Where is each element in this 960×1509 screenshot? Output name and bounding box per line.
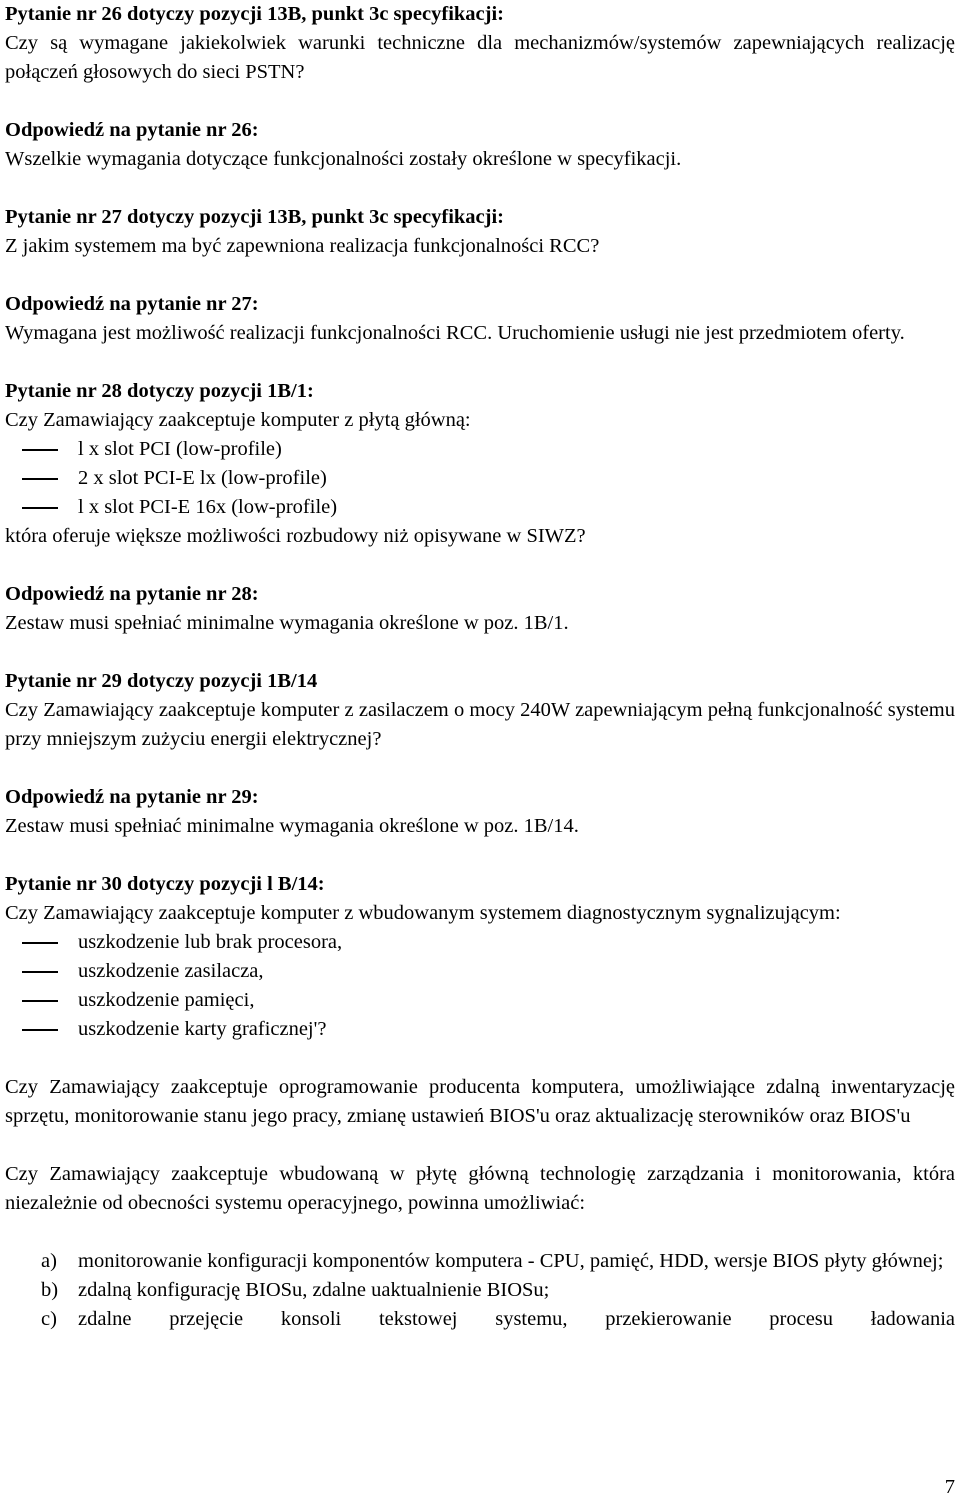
question-30-paragraph-2: Czy Zamawiający zaakceptuje oprogramowanie producenta komputera, umożliwiające zdalną inwentaryzację sprzętu, monitorowanie stanu jego pracy, zmianę ustawień BIOS'u oraz aktualizację sterowników oraz BIOS'u	[5, 1076, 955, 1127]
question-28-intro: Czy Zamawiający zaakceptuje komputer z płytą główną:	[5, 409, 471, 431]
dash-bullet-icon	[22, 1000, 58, 1002]
question-30-intro: Czy Zamawiający zaakceptuje komputer z wbudowanym systemem diagnostycznym sygnalizującym:	[5, 902, 841, 924]
answer-28-text: Zestaw musi spełniać minimalne wymagania określone w poz. 1B/1.	[5, 612, 569, 634]
list-item: l x slot PCI-E 16x (low-profile)	[5, 493, 955, 522]
list-item: uszkodzenie pamięci,	[5, 986, 955, 1015]
question-28-outro: która oferuje większe możliwości rozbudowy niż opisywane w SIWZ?	[5, 525, 586, 547]
list-item: b) zdalną konfigurację BIOSu, zdalne uaktualnienie BIOSu;	[41, 1279, 550, 1301]
dash-bullet-icon	[22, 1029, 58, 1031]
question-30-title: Pytanie nr 30 dotyczy pozycji l B/14:	[5, 873, 325, 895]
list-item: a) monitorowanie konfiguracji komponentów komputera - CPU, pamięć, HDD, wersje BIOS płyty głównej;	[41, 1250, 944, 1272]
answer-29-title: Odpowiedź na pytanie nr 29:	[5, 786, 259, 808]
question-26-title: Pytanie nr 26 dotyczy pozycji 13B, punkt 3c specyfikacji:	[5, 3, 504, 25]
page-number: 7	[944, 1476, 955, 1498]
answer-26-title: Odpowiedź na pytanie nr 26:	[5, 119, 259, 141]
question-29-text: Czy Zamawiający zaakceptuje komputer z zasilaczem o mocy 240W zapewniającym pełną funkcjonalność systemu przy mniejszym zużyciu energii elektrycznej?	[5, 699, 955, 750]
question-30-list	[5, 928, 955, 1044]
list-item: l x slot PCI (low-profile)	[5, 435, 955, 464]
list-item: uszkodzenie zasilacza,	[5, 957, 955, 986]
list-item: uszkodzenie lub brak procesora,	[5, 928, 955, 957]
question-30-alpha-list	[5, 1247, 955, 1334]
question-30-paragraph-3: Czy Zamawiający zaakceptuje wbudowaną w płytę główną technologię zarządzania i monitorowania, która niezależnie od obecności systemu operacyjnego, powinna umożliwiać:	[5, 1163, 955, 1214]
question-27-title: Pytanie nr 27 dotyczy pozycji 13B, punkt 3c specyfikacji:	[5, 206, 504, 228]
question-27-text: Z jakim systemem ma być zapewniona realizacja funkcjonalności RCC?	[5, 235, 600, 257]
list-item: 2 x slot PCI-E lx (low-profile)	[5, 464, 955, 493]
answer-27-text: Wymagana jest możliwość realizacji funkcjonalności RCC. Uruchomienie usługi nie jest przedmiotem oferty.	[5, 322, 905, 344]
answer-27-title: Odpowiedź na pytanie nr 27:	[5, 293, 259, 315]
dash-bullet-icon	[22, 942, 58, 944]
answer-26-text: Wszelkie wymagania dotyczące funkcjonalności zostały określone w specyfikacji.	[5, 148, 682, 170]
dash-bullet-icon	[22, 507, 58, 509]
answer-29-text: Zestaw musi spełniać minimalne wymagania określone w poz. 1B/14.	[5, 815, 579, 837]
list-item: uszkodzenie karty graficznej'?	[5, 1015, 955, 1044]
dash-bullet-icon	[22, 478, 58, 480]
question-26-text: Czy są wymagane jakiekolwiek warunki techniczne dla mechanizmów/systemów zapewniających realizację połączeń głosowych do sieci PSTN?	[5, 32, 955, 83]
dash-bullet-icon	[22, 449, 58, 451]
question-28-list	[5, 435, 955, 522]
list-item: c) zdalne przejęcie konsoli tekstowej systemu, przekierowanie procesu ładowania	[41, 1308, 955, 1330]
document-page	[5, 0, 955, 1334]
question-29-title: Pytanie nr 29 dotyczy pozycji 1B/14	[5, 670, 318, 692]
question-28-title: Pytanie nr 28 dotyczy pozycji 1B/1:	[5, 380, 314, 402]
answer-28-title: Odpowiedź na pytanie nr 28:	[5, 583, 259, 605]
dash-bullet-icon	[22, 971, 58, 973]
